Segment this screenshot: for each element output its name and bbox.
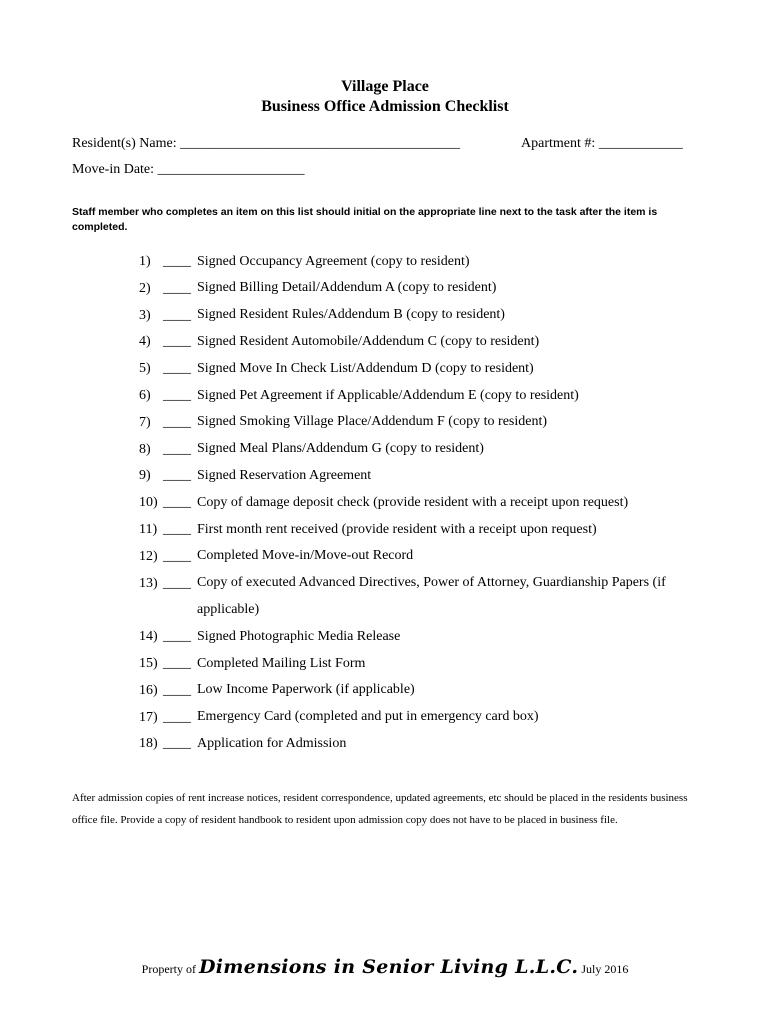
initials-blank: ____	[163, 280, 191, 296]
checklist-item-text: Copy of executed Advanced Directives, Power of Attorney, Guardianship Papers (if applicable)	[197, 575, 666, 617]
initials-blank: ____	[163, 736, 191, 752]
checklist-item-text: Signed Move In Check List/Addendum D (copy to resident)	[197, 360, 534, 376]
initials-blank: ____	[163, 656, 191, 671]
checklist-item-number: 9)	[139, 468, 151, 484]
checklist-item-number: 15)	[139, 656, 158, 671]
initials-blank: ____	[163, 629, 191, 645]
checklist-item-number: 14)	[139, 629, 158, 645]
checklist-item-number: 13)	[139, 575, 158, 591]
checklist-item-number: 16)	[139, 682, 158, 698]
initials-blank: ____	[163, 441, 191, 457]
closing-note: After admission copies of rent increase notices, resident correspondence, updated agreements, etc should be placed in the residents business office file. Provide a copy of resident handbook to resident upon admission copy does not have to be placed in business file.	[72, 792, 688, 826]
checklist-item-number: 8)	[139, 441, 151, 457]
initials-blank: ____	[163, 388, 191, 403]
initials-blank: ____	[163, 468, 191, 484]
footer	[0, 953, 770, 983]
checklist-item-number: 4)	[139, 334, 151, 350]
move-in-date-field: Move-in Date: _____________________	[72, 162, 305, 177]
checklist-item-text: Signed Meal Plans/Addendum G (copy to resident)	[197, 441, 484, 457]
checklist-item-text: Copy of damage deposit check (provide resident with a receipt upon request)	[197, 494, 629, 510]
checklist-item-text: Signed Pet Agreement if Applicable/Addendum E (copy to resident)	[197, 387, 579, 403]
checklist-item-number: 7)	[139, 414, 151, 430]
checklist-item-number: 10)	[139, 495, 158, 511]
checklist-item-text: Completed Mailing List Form	[197, 655, 366, 671]
checklist-item-text: Signed Smoking Village Place/Addendum F (copy to resident)	[197, 414, 548, 430]
checklist-item-text: Completed Move-in/Move-out Record	[197, 548, 414, 564]
initials-blank: ____	[163, 495, 191, 511]
checklist-item-text: First month rent received (provide resident with a receipt upon request)	[197, 521, 597, 537]
document-subtitle: Business Office Admission Checklist	[261, 98, 509, 115]
initials-blank: ____	[163, 414, 191, 430]
checklist-item-number: 2)	[139, 280, 151, 296]
checklist-item-number: 11)	[139, 522, 158, 537]
checklist-item-number: 18)	[139, 736, 158, 752]
checklist-item-text: Signed Resident Automobile/Addendum C (copy to resident)	[197, 334, 540, 349]
initials-blank: ____	[163, 307, 191, 323]
checklist-item-number: 5)	[139, 361, 151, 377]
checklist-item-text: Signed Occupancy Agreement (copy to resident)	[197, 253, 470, 269]
resident-name-field: Resident(s) Name: ________________________________________	[72, 136, 461, 151]
checklist-item-text: Emergency Card (completed and put in emergency card box)	[197, 709, 539, 725]
checklist-item-text: Signed Photographic Media Release	[197, 628, 401, 644]
checklist-item-text: Signed Billing Detail/Addendum A (copy to resident)	[197, 280, 497, 296]
checklist-item-text: Signed Reservation Agreement	[197, 468, 372, 483]
initials-blank: ____	[163, 334, 191, 350]
checklist-item-text: Application for Admission	[197, 736, 347, 751]
footer-property-of: Property of	[141, 962, 196, 976]
apartment-field: Apartment #: ____________	[521, 136, 683, 151]
initials-blank: ____	[163, 522, 191, 537]
checklist-item-number: 12)	[139, 548, 158, 564]
checklist-item-number: 6)	[139, 388, 151, 403]
initials-blank: ____	[163, 361, 191, 377]
checklist-item-number: 3)	[139, 307, 151, 323]
initials-blank: ____	[163, 682, 191, 698]
checklist-item-number: 1)	[139, 254, 151, 269]
document-title: Village Place	[341, 78, 429, 95]
checklist-item-text: Low Income Paperwork (if applicable)	[197, 682, 415, 698]
initials-blank: ____	[163, 254, 191, 269]
company-name: Dimensions in Senior Living L.L.C.	[199, 956, 579, 978]
initials-blank: ____	[163, 709, 191, 725]
checklist-item-text: Signed Resident Rules/Addendum B (copy to resident)	[197, 307, 505, 323]
initials-blank: ____	[163, 575, 191, 591]
initials-blank: ____	[163, 548, 191, 564]
checklist-item-number: 17)	[139, 709, 158, 725]
footer-date: July 2016	[581, 962, 629, 976]
staff-instructions: Staff member who completes an item on this list should initial on the appropriate line next to the task after the item is completed.	[72, 206, 658, 233]
